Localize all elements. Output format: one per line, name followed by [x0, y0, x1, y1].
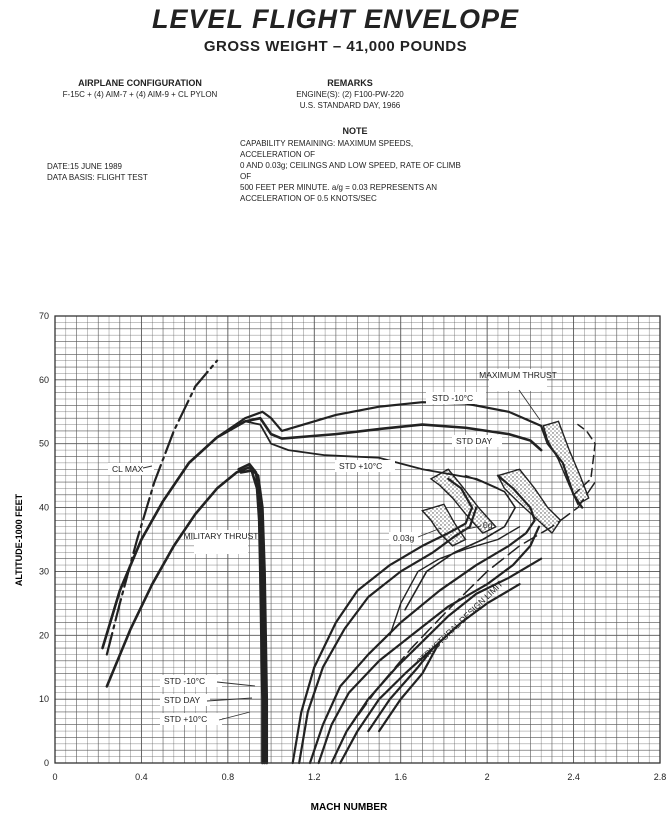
leader-line — [219, 712, 250, 720]
note-line: 500 FEET PER MINUTE. a/g = 0.03 REPRESENTS AN — [240, 183, 438, 192]
std-minus10-max-label: STD -10°C — [432, 393, 474, 403]
y-tick-label: 40 — [38, 502, 49, 513]
std-day-mil-label: STD DAY — [164, 695, 201, 705]
maximum-thrust-label: MAXIMUM THRUST — [479, 370, 557, 380]
military-thrust-label: MILITARY THRUST — [183, 531, 259, 541]
date-text: DATE:15 JUNE 1989 — [47, 162, 122, 171]
date-info-block — [47, 161, 247, 183]
page-subtitle: GROSS WEIGHT – 41,000 POUNDS — [203, 38, 468, 55]
configuration-text: F-15C + (4) AIM-7 + (4) AIM-9 + CL PYLON — [62, 90, 218, 99]
configuration-block — [40, 78, 240, 100]
cl-max-label: CL MAX — [112, 464, 144, 474]
data-basis-text: DATA BASIS: FLIGHT TEST — [47, 173, 148, 182]
chart-grid — [55, 316, 660, 763]
configuration-heading: AIRPLANE CONFIGURATION — [78, 78, 202, 88]
g003-label: 0.03g — [393, 533, 415, 543]
x-tick-label: 0 — [52, 772, 58, 782]
military-thrust-line — [241, 471, 263, 763]
note-line: ACCELERATION OF 0.5 KNOTS/SEC — [240, 194, 377, 203]
page-title: LEVEL FLIGHT ENVELOPE — [151, 4, 520, 34]
y-axis-label: ALTITUDE-1000 FEET — [14, 493, 24, 587]
std-plus10-max-label: STD +10°C — [339, 461, 383, 471]
note-line: CAPABILITY REMAINING: MAXIMUM SPEEDS, ACCELERATION OF — [240, 139, 414, 159]
y-tick-label: 60 — [38, 374, 49, 385]
std-plus10-mil-label: STD +10°C — [164, 714, 208, 724]
y-tick-label: 70 — [38, 311, 49, 321]
remarks-block — [250, 78, 450, 111]
y-tick-label: 10 — [38, 694, 49, 705]
g0-label: 0g — [483, 520, 493, 530]
std-day-max-label: STD DAY — [456, 436, 493, 446]
x-tick-label: 2.8 — [653, 772, 667, 782]
x-tick-label: 1.2 — [308, 772, 321, 782]
std-minus10-mil-label: STD -10°C — [164, 676, 206, 686]
x-tick-label: 0.8 — [221, 772, 235, 782]
x-tick-label: 1.6 — [394, 772, 407, 782]
axis-ticks — [39, 311, 666, 782]
x-axis-label: MACH NUMBER — [310, 802, 388, 813]
y-tick-label: 30 — [38, 566, 49, 577]
y-tick-label: 20 — [38, 630, 49, 641]
envelope-chart — [0, 300, 671, 819]
remarks-atmosphere: U.S. STANDARD DAY, 1966 — [299, 101, 401, 110]
x-tick-label: 0.4 — [135, 772, 148, 782]
shaded-bands — [422, 421, 588, 546]
structural-limit-label: STRUCTURAL DESIGN LIMIT — [414, 578, 505, 667]
leader-line — [519, 390, 540, 420]
note-heading: NOTE — [342, 126, 368, 136]
y-tick-label: 0 — [43, 758, 49, 768]
x-tick-label: 2.4 — [567, 772, 580, 782]
note-block — [240, 126, 470, 204]
remarks-engine: ENGINE(S): (2) F100-PW-220 — [296, 90, 404, 99]
note-line: 0 AND 0.03g; CEILINGS AND LOW SPEED, RATE OF CLIMB OF — [240, 161, 461, 181]
leader-line — [418, 528, 441, 537]
y-tick-label: 50 — [38, 438, 49, 449]
remarks-heading: REMARKS — [327, 78, 373, 88]
x-tick-label: 2 — [484, 772, 490, 782]
